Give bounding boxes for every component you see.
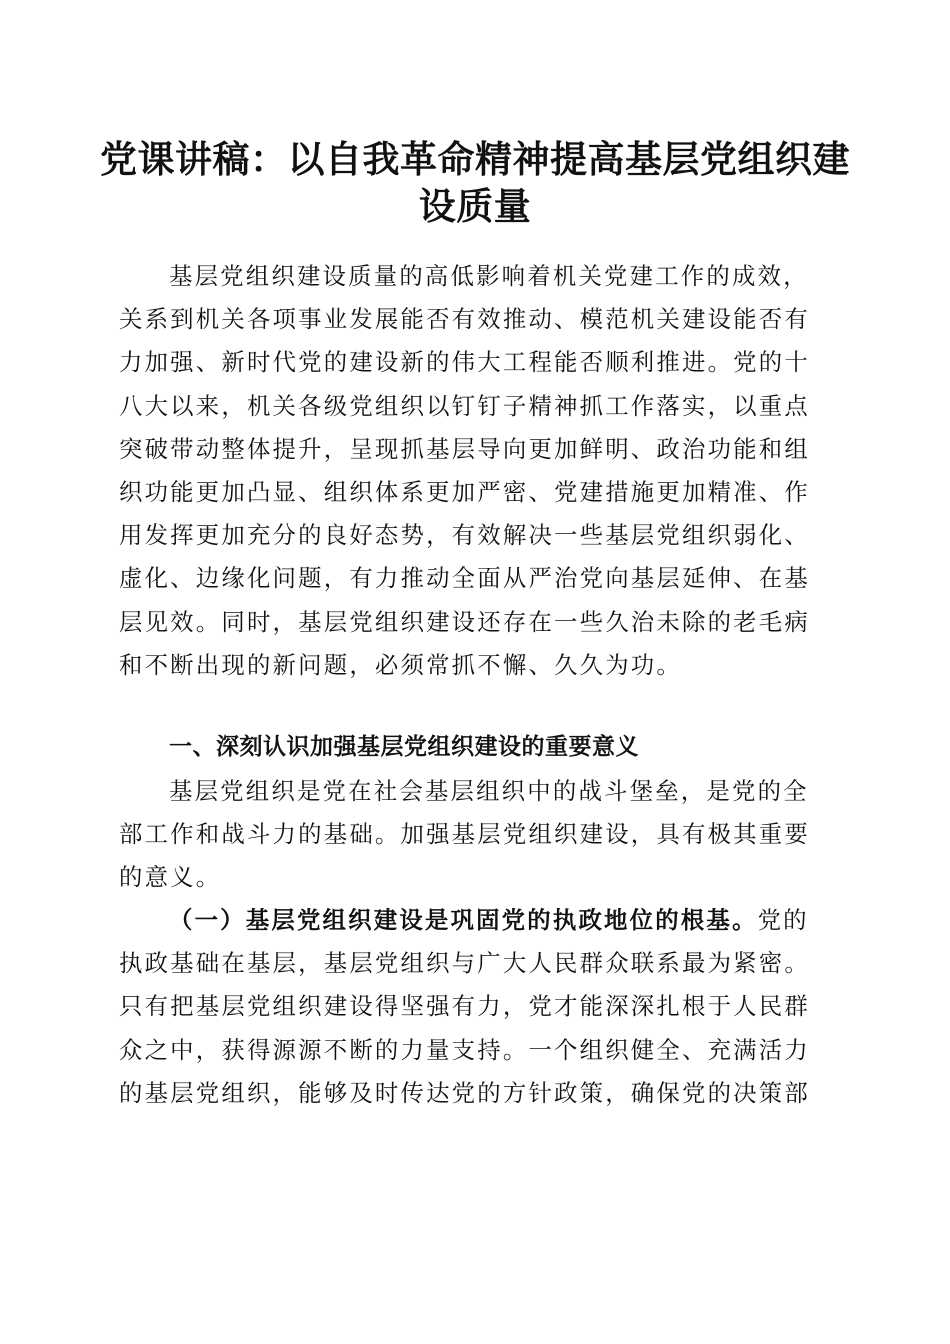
paragraph-line: 部工作和战斗力的基础。加强基层党组织建设，具有极其重要 xyxy=(119,820,810,849)
paragraph-subsection-1 xyxy=(119,899,831,1115)
paragraph-line: 基层党组织建设质量的高低影响着机关党建工作的成效， xyxy=(169,262,809,290)
paragraph-line: 虚化、边缘化问题，有力推动全面从严治党向基层延伸、在基 xyxy=(119,564,810,593)
paragraph-line: 的基层党组织，能够及时传达党的方针政策，确保党的决策部 xyxy=(119,1078,810,1107)
paragraph-line: 织功能更加凸显、组织体系更加严密、党建措施更加精准、作 xyxy=(119,477,810,506)
document-title-line-2: 设质量 xyxy=(418,184,532,228)
paragraph-line: 和不断出现的新问题，必须常抓不懈、久久为功。 xyxy=(119,650,682,679)
paragraph-line: 执政基础在基层，基层党组织与广大人民群众联系最为紧密。 xyxy=(119,949,810,978)
paragraph-intro xyxy=(119,255,831,687)
paragraph-line: 只有把基层党组织建设得坚强有力，党才能深深扎根于人民群 xyxy=(119,992,810,1021)
paragraph-line: 八大以来，机关各级党组织以钉钉子精神抓工作落实，以重点 xyxy=(119,391,810,420)
subsection-heading: （一）基层党组织建设是巩固党的执政地位的根基。 xyxy=(169,906,758,934)
paragraph-line: 众之中，获得源源不断的力量支持。一个组织健全、充满活力 xyxy=(119,1035,810,1064)
paragraph-line: 力加强、新时代党的建设新的伟大工程能否顺利推进。党的十 xyxy=(119,348,810,377)
paragraph-line-tail: 党的 xyxy=(757,906,809,934)
paragraph-line: 关系到机关各项事业发展能否有效推动、模范机关建设能否有 xyxy=(119,305,810,334)
paragraph-significance xyxy=(119,770,831,900)
paragraph-line: 层见效。同时，基层党组织建设还存在一些久治未除的老毛病 xyxy=(119,607,810,636)
paragraph-line: 基层党组织是党在社会基层组织中的战斗堡垒，是党的全 xyxy=(169,777,809,805)
section-heading-1: 一、深刻认识加强基层党组织建设的重要意义 xyxy=(169,734,639,760)
paragraph-line xyxy=(119,899,831,942)
paragraph-line: 的意义。 xyxy=(119,863,222,892)
document-title-line-1: 党课讲稿：以自我革命精神提高基层党组织建 xyxy=(100,137,850,181)
paragraph-line: 突破带动整体提升，呈现抓基层导向更加鲜明、政治功能和组 xyxy=(119,434,810,463)
paragraph-line: 用发挥更加充分的良好态势，有效解决一些基层党组织弱化、 xyxy=(119,521,810,550)
